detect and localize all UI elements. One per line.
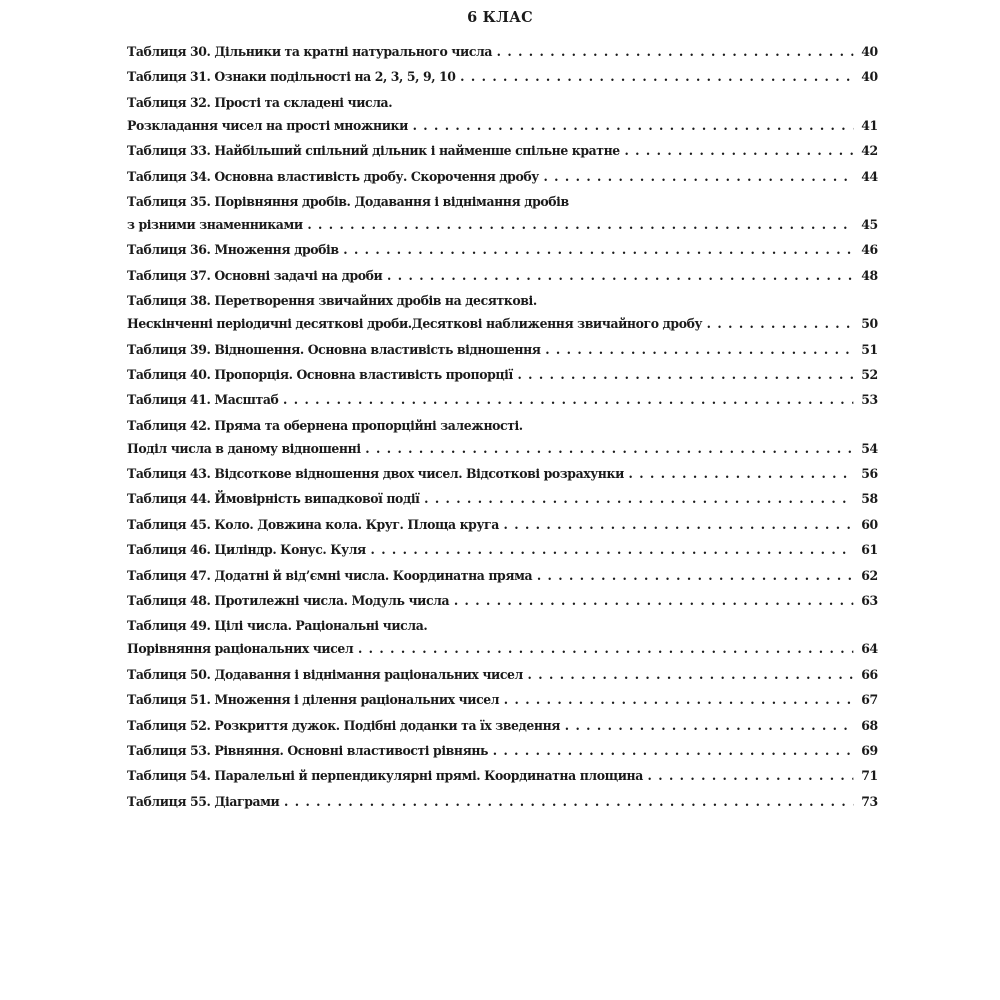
dot-leader — [284, 794, 854, 811]
toc-entry-line — [127, 95, 878, 112]
toc-entry-title: Таблиця 39. Відношення. Основна властивість відношення — [127, 341, 541, 358]
toc-entry-title: Поділ числа в даному відношенні — [127, 440, 361, 457]
toc-entry-title: Таблиця 54. Паралельні й перпендикулярні прямі. Координатна площина — [127, 768, 643, 785]
toc-entry-title: Таблиця 37. Основні задачі на дроби — [127, 267, 383, 284]
toc-entry[interactable] — [127, 491, 878, 508]
toc-page-number: 40 — [861, 69, 878, 86]
toc-entry-line-last — [127, 667, 878, 684]
toc-entry-title: Таблиця 52. Розкриття дужок. Подібні доданки та їх зведення — [127, 717, 561, 734]
toc-entry-line-last — [127, 641, 878, 658]
toc-entry[interactable] — [127, 392, 878, 409]
dot-leader — [497, 44, 854, 61]
toc-entry-line-last — [127, 593, 878, 610]
toc-entry-line-last — [127, 692, 878, 709]
toc-entry-title: Таблиця 30. Дільники та кратні натурального числа — [127, 44, 492, 60]
toc-entry[interactable] — [127, 466, 878, 483]
toc-entry-line-last — [127, 217, 878, 234]
toc-entry-title: Таблиця 38. Перетворення звичайних дробів на десяткові. — [127, 293, 537, 310]
toc-entry-line-last — [127, 441, 878, 458]
toc-entry-title: Таблиця 51. Множення і ділення раціональних чисел — [127, 692, 500, 709]
toc-page-number: 61 — [861, 542, 878, 559]
toc-entry-title: Таблиця 50. Додавання і віднімання раціональних чисел — [127, 666, 523, 683]
toc-entry-line-last — [127, 542, 878, 559]
toc-entry[interactable] — [127, 618, 878, 658]
toc-page-number: 66 — [861, 666, 878, 683]
toc-entry-line-last — [127, 568, 878, 585]
toc-entry[interactable] — [127, 95, 878, 135]
dot-leader — [537, 568, 854, 585]
dot-leader — [454, 593, 854, 610]
dot-leader — [493, 743, 854, 760]
toc-entry-line-last — [127, 169, 878, 186]
toc-page-number: 50 — [861, 316, 878, 333]
toc-entry-title: Таблиця 49. Цілі числа. Раціональні числа. — [127, 618, 428, 635]
toc-page-number: 71 — [861, 768, 878, 785]
toc-entry-line-last — [127, 69, 878, 86]
toc-entry[interactable] — [127, 367, 878, 384]
dot-leader — [387, 268, 854, 285]
toc-page-number: 56 — [861, 466, 878, 483]
toc-entry-title: Порівняння раціональних чисел — [127, 641, 354, 658]
toc-entry-line — [127, 618, 878, 635]
toc-page-number: 63 — [861, 593, 878, 610]
toc-page-number: 53 — [861, 392, 878, 409]
toc-entry-line-last — [127, 143, 878, 160]
toc-page-number: 52 — [861, 366, 878, 383]
toc-entry-title: Таблиця 46. Циліндр. Конус. Куля — [127, 542, 366, 559]
toc-entry[interactable] — [127, 69, 878, 86]
toc-entry-title: з різними знаменниками — [127, 216, 303, 233]
toc-entry-line-last — [127, 316, 878, 333]
toc-entry-line — [127, 194, 878, 211]
toc-entry[interactable] — [127, 268, 878, 285]
toc-entry-line-last — [127, 743, 878, 760]
page-title: 6 КЛАС — [467, 9, 533, 26]
dot-leader — [424, 491, 854, 508]
toc-page-number: 41 — [861, 117, 878, 134]
dot-leader — [358, 641, 854, 658]
dot-leader — [543, 169, 853, 186]
toc-entry-title: Таблиця 55. Діаграми — [127, 793, 280, 810]
toc-entry-line-last — [127, 491, 878, 508]
dot-leader — [648, 768, 854, 785]
toc-entry-title: Таблиця 43. Відсоткове відношення двох чисел. Відсоткові розрахунки — [127, 466, 624, 483]
toc-entry-line-last — [127, 718, 878, 735]
toc-page-number: 54 — [861, 440, 878, 457]
toc-page-number: 60 — [861, 516, 878, 533]
toc-entry-line-last — [127, 342, 878, 359]
dot-leader — [307, 217, 853, 234]
toc-entry-title: Таблиця 47. Додатні й від’ємні числа. Координатна пряма — [127, 567, 533, 584]
toc-page-number: 48 — [861, 267, 878, 284]
toc-entry-line-last — [127, 794, 878, 811]
toc-entry-line-last — [127, 517, 878, 534]
toc-entry[interactable] — [127, 194, 878, 234]
dot-leader — [629, 466, 854, 483]
toc-entry-title: Таблиця 32. Прості та складені числа. — [127, 94, 393, 111]
toc-entry-title: Таблиця 44. Ймовірність випадкової події — [127, 491, 420, 508]
toc-page-number: 62 — [861, 567, 878, 584]
toc-entry[interactable] — [127, 718, 878, 735]
toc-entry-title: Таблиця 31. Ознаки подільності на 2, 3, 5, 9, 10 — [127, 69, 456, 86]
dot-leader — [504, 692, 854, 709]
toc-page-number: 67 — [861, 692, 878, 709]
toc-page-number: 73 — [861, 793, 878, 810]
dot-leader — [545, 342, 853, 359]
toc-entry[interactable] — [127, 692, 878, 709]
table-of-contents — [127, 44, 878, 819]
toc-entry[interactable] — [127, 542, 878, 559]
toc-entry[interactable] — [127, 517, 878, 534]
dot-leader — [517, 367, 853, 384]
toc-page-number: 42 — [861, 143, 878, 160]
toc-entry[interactable] — [127, 743, 878, 760]
toc-page-number: 69 — [861, 742, 878, 759]
toc-entry-title: Таблиця 45. Коло. Довжина кола. Круг. Площа круга — [127, 516, 499, 533]
toc-page-number: 45 — [861, 216, 878, 233]
toc-entry[interactable] — [127, 44, 878, 61]
toc-entry-line — [127, 293, 878, 310]
toc-entry[interactable] — [127, 768, 878, 785]
dot-leader — [624, 143, 853, 160]
toc-entry-line-last — [127, 242, 878, 259]
toc-entry[interactable] — [127, 418, 878, 458]
dot-leader — [413, 118, 854, 135]
toc-entry-line-last — [127, 466, 878, 483]
toc-entry[interactable] — [127, 242, 878, 259]
dot-leader — [707, 316, 854, 333]
dot-leader — [504, 517, 854, 534]
toc-entry-title: Нескінченні періодичні десяткові дроби.Десяткові наближення звичайного дробу — [127, 316, 703, 333]
toc-entry[interactable] — [127, 568, 878, 585]
toc-entry-line-last — [127, 44, 878, 61]
toc-entry-line-last — [127, 268, 878, 285]
dot-leader — [528, 667, 854, 684]
toc-entry[interactable] — [127, 593, 878, 610]
toc-entry-line-last — [127, 118, 878, 135]
toc-entry[interactable] — [127, 667, 878, 684]
toc-entry[interactable] — [127, 794, 878, 811]
toc-entry[interactable] — [127, 293, 878, 333]
dot-leader — [371, 542, 854, 559]
dot-leader — [365, 441, 853, 458]
toc-page-number: 44 — [861, 168, 878, 185]
toc-page-number: 46 — [861, 242, 878, 259]
toc-page-number: 51 — [861, 341, 878, 358]
toc-entry-title: Таблиця 48. Протилежні числа. Модуль числа — [127, 593, 450, 610]
toc-entry-line-last — [127, 367, 878, 384]
toc-entry-title: Таблиця 35. Порівняння дробів. Додавання і віднімання дробів — [127, 193, 569, 210]
toc-entry-title: Таблиця 33. Найбільший спільний дільник і найменше спільне кратне — [127, 143, 620, 160]
toc-entry[interactable] — [127, 342, 878, 359]
dot-leader — [460, 69, 853, 86]
toc-entry-title: Таблиця 42. Пряма та обернена пропорційні залежності. — [127, 417, 523, 434]
toc-entry-title: Таблиця 36. Множення дробів — [127, 242, 339, 259]
toc-entry-title: Таблиця 53. Рівняння. Основні властивості рівнянь — [127, 742, 489, 759]
toc-entry[interactable] — [127, 169, 878, 186]
toc-entry-title: Таблиця 34. Основна властивість дробу. Скорочення дробу — [127, 168, 539, 185]
toc-page-number: 40 — [861, 44, 878, 60]
toc-entry-title: Розкладання чисел на прості множники — [127, 117, 408, 134]
toc-entry[interactable] — [127, 143, 878, 160]
toc-entry-line-last — [127, 392, 878, 409]
toc-page-number: 58 — [861, 491, 878, 508]
dot-leader — [283, 392, 854, 409]
toc-entry-line — [127, 418, 878, 435]
dot-leader — [565, 718, 854, 735]
toc-entry-title: Таблиця 41. Масштаб — [127, 392, 279, 409]
dot-leader — [343, 242, 853, 259]
toc-entry-line-last — [127, 768, 878, 785]
toc-page-number: 64 — [861, 641, 878, 658]
toc-entry-title: Таблиця 40. Пропорція. Основна властивість пропорції — [127, 366, 513, 383]
toc-page-number: 68 — [861, 717, 878, 734]
